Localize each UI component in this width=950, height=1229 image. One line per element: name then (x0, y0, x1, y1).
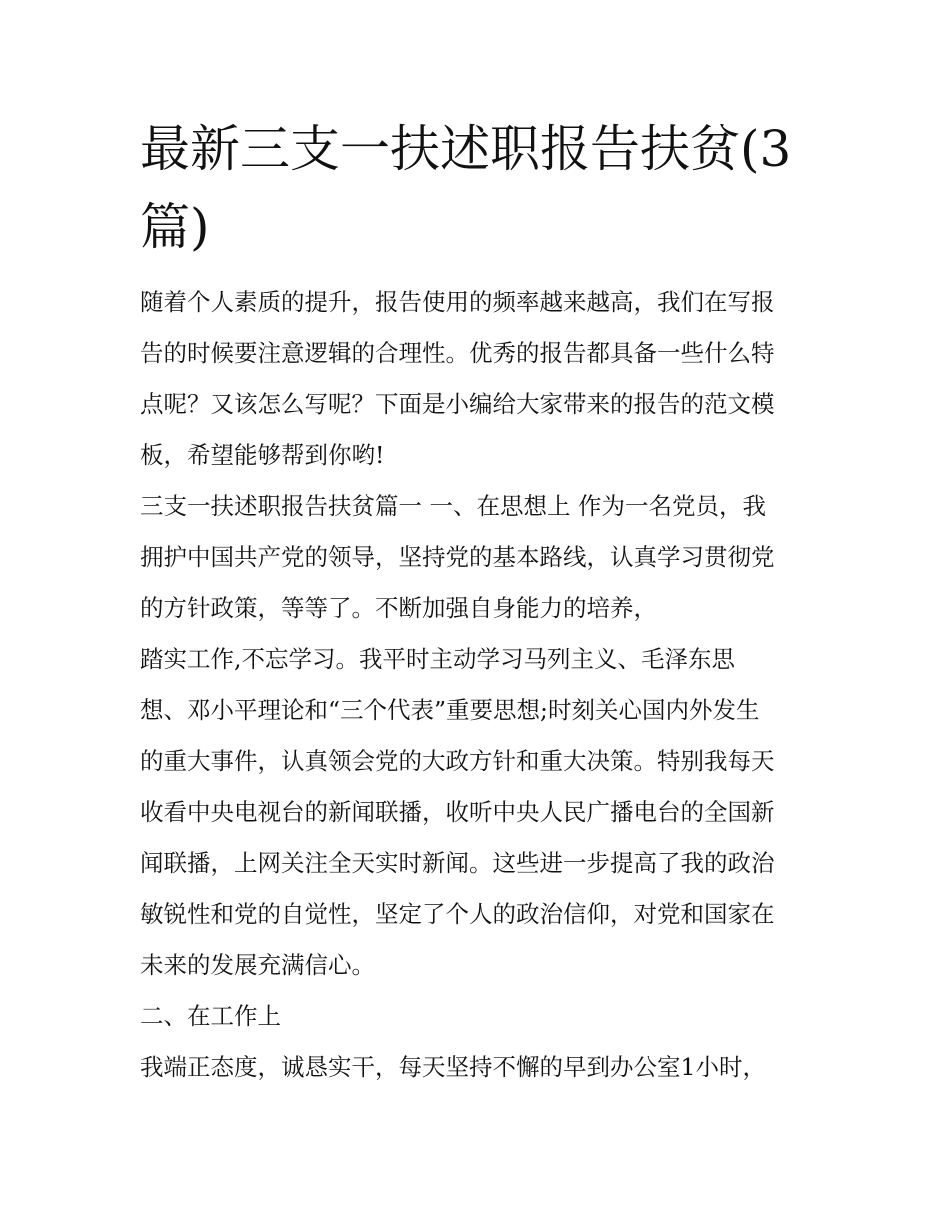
document-title: 最新三支一扶述职报告扶贫(3篇) (140, 120, 792, 256)
body-line: 点呢？又该怎么写呢？下面是小编给大家带来的报告的范文模 (140, 390, 775, 418)
body-line: 踏实工作,不忘学习。我平时主动学习马列主义、毛泽东思 (140, 645, 735, 673)
body-line: 敏锐性和党的自觉性，坚定了个人的政治信仰，对党和国家在 (140, 900, 775, 928)
body-line: 的方针政策，等等了。不断加强自身能力的培养， (140, 594, 657, 622)
body-line: 的重大事件，认真领会党的大政方针和重大决策。特别我每天 (140, 747, 775, 775)
body-line: 拥护中国共产党的领导，坚持党的基本路线，认真学习贯彻党 (140, 543, 775, 571)
body-line: 收看中央电视台的新闻联播，收听中央人民广播电台的全国新 (140, 798, 775, 826)
document-body (140, 277, 812, 1093)
body-line: 随着个人素质的提升，报告使用的频率越来越高，我们在写报 (140, 288, 775, 316)
body-line: 想、邓小平理论和“三个代表”重要思想;时刻关心国内外发生 (140, 696, 760, 724)
body-line: 闻联播，上网关注全天实时新闻。这些进一步提高了我的政治 (140, 849, 775, 877)
body-line: 我端正态度，诚恳实干，每天坚持不懈的早到办公室1小时， (140, 1053, 766, 1081)
section-heading: 二、在工作上 (140, 1002, 281, 1030)
body-line: 板，希望能够帮到你哟! (140, 441, 385, 469)
body-line: 告的时候要注意逻辑的合理性。优秀的报告都具备一些什么特 (140, 339, 775, 367)
body-line: 三支一扶述职报告扶贫篇一 一、在思想上 作为一名党员，我 (140, 492, 766, 520)
body-line: 未来的发展充满信心。 (140, 951, 375, 979)
